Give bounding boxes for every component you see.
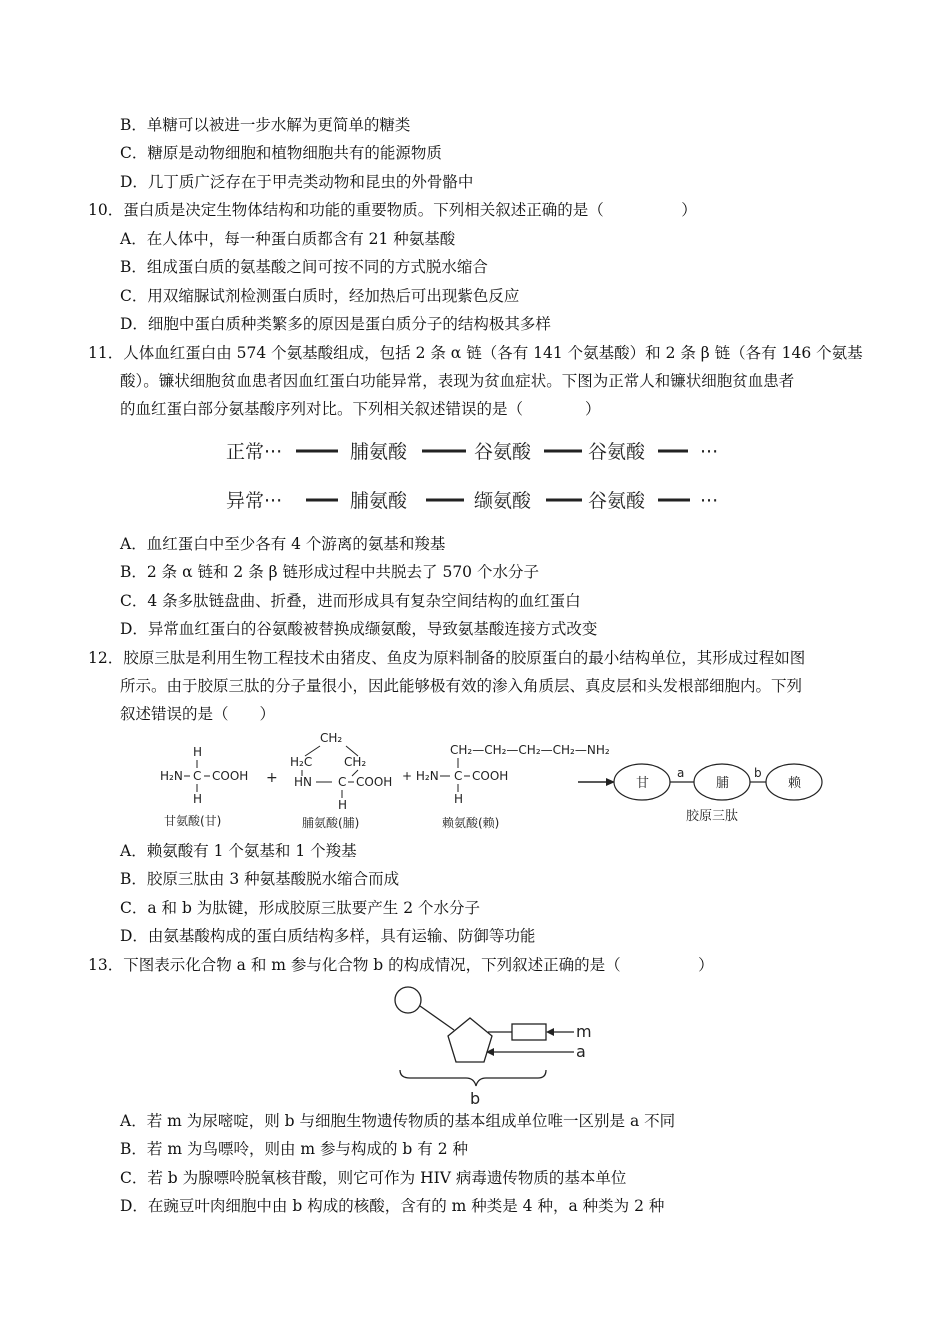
label-m: m <box>576 1022 592 1041</box>
proline-name: 脯氨酸(脯) <box>302 816 360 830</box>
svg-text:C: C <box>338 775 347 789</box>
q9-option-d: D．几丁质广泛存在于甲壳类动物和昆虫的外骨骼中 <box>120 173 474 191</box>
svg-text:H₂N: H₂N <box>160 769 183 783</box>
q11-sequence-figure <box>220 432 740 518</box>
q11-stem-line1: 11．人体血红蛋白由 574 个氨基酸组成，包括 2 条 α 链（各有 141 个氨基酸）和 2 条 β 链（各有 146 个氨基 <box>88 344 863 362</box>
q12-stem-line3: 叙述错误的是（ ） <box>120 705 276 723</box>
seq-normal-pro: 脯氨酸 <box>350 441 408 463</box>
q11-stem-line3: 的血红蛋白部分氨基酸序列对比。下列相关叙述错误的是（ ） <box>120 400 601 418</box>
label-b: b <box>470 1089 481 1106</box>
svg-text:COOH: COOH <box>356 775 393 789</box>
q10-option-c: C．用双缩脲试剂检测蛋白质时，经加热后可出现紫色反应 <box>120 287 520 305</box>
seq-normal-label: 正常··· <box>226 441 283 463</box>
glycine-name: 甘氨酸(甘) <box>164 814 222 828</box>
svg-text:HN: HN <box>294 775 312 789</box>
svg-text:+ H₂N: + H₂N <box>402 769 439 783</box>
q12-option-a: A．赖氨酸有 1 个氨基和 1 个羧基 <box>120 842 357 860</box>
q12-option-b: B．胶原三肽由 3 种氨基酸脱水缩合而成 <box>120 870 400 888</box>
svg-text:H: H <box>193 745 203 759</box>
seq-abnormal-pro: 脯氨酸 <box>350 490 408 512</box>
label-a: a <box>576 1042 586 1061</box>
q10-option-b: B．组成蛋白质的氨基酸之间可按不同的方式脱水缩合 <box>120 258 488 276</box>
q13-option-d: D．在豌豆叶肉细胞中由 b 构成的核酸，含有的 m 种类是 4 种，a 种类为 2 种 <box>120 1197 665 1215</box>
seq-abnormal-label: 异常··· <box>226 490 283 512</box>
svg-text:C: C <box>193 769 202 783</box>
pentose-pentagon <box>448 1018 492 1062</box>
svg-text:H: H <box>338 798 348 812</box>
svg-text:H₂C: H₂C <box>290 755 313 769</box>
q10-option-a: A．在人体中，每一种蛋白质都含有 21 种氨基酸 <box>120 230 456 248</box>
svg-text:b: b <box>754 766 762 780</box>
q11-option-b: B．2 条 α 链和 2 条 β 链形成过程中共脱去了 570 个水分子 <box>120 563 539 581</box>
svg-text:H: H <box>454 792 464 806</box>
q12-stem-line2: 所示。由于胶原三肽的分子量很小，因此能够极有效的渗入角质层、真皮层和头发根部细胞内。下列 <box>120 677 803 695</box>
svg-text:COOH: COOH <box>472 769 509 783</box>
q13-option-a: A．若 m 为尿嘧啶，则 b 与细胞生物遗传物质的基本组成单位唯一区别是 a 不同 <box>120 1112 676 1130</box>
q13-option-b: B．若 m 为鸟嘌呤，则由 m 参与构成的 b 有 2 种 <box>120 1140 468 1158</box>
seq-abnormal-val: 缬氨酸 <box>474 490 532 512</box>
q12-option-c: C．a 和 b 为肽键，形成胶原三肽要产生 2 个水分子 <box>120 899 481 917</box>
seq-abnormal-glu: 谷氨酸 <box>588 490 646 512</box>
q9-option-c: C．糖原是动物细胞和植物细胞共有的能源物质 <box>120 144 442 162</box>
q13-option-c: C．若 b 为腺嘌呤脱氧核苷酸，则它可作为 HIV 病毒遗传物质的基本单位 <box>120 1169 627 1187</box>
q10-stem: 10．蛋白质是决定生物体结构和功能的重要物质。下列相关叙述正确的是（ ） <box>88 201 697 219</box>
svg-text:+: + <box>266 770 278 786</box>
q11-stem-line2: 酸）。镰状细胞贫血患者因血红蛋白功能异常，表现为贫血症状。下图为正常人和镰状细胞贫血患者 <box>120 372 795 390</box>
svg-text:赖: 赖 <box>788 776 802 791</box>
svg-text:CH₂—CH₂—CH₂—CH₂—NH₂: CH₂—CH₂—CH₂—CH₂—NH₂ <box>450 743 610 757</box>
q11-option-c: C．4 条多肽链盘曲、折叠，进而形成具有复杂空间结构的血红蛋白 <box>120 592 581 610</box>
svg-text:脯: 脯 <box>716 776 730 791</box>
q10-option-d: D．细胞中蛋白质种类繁多的原因是蛋白质分子的结构极其多样 <box>120 315 551 333</box>
seq-normal-glu2: 谷氨酸 <box>588 441 646 463</box>
q11-option-a: A．血红蛋白中至少各有 4 个游离的氨基和羧基 <box>120 535 446 553</box>
seq-normal-ellipsis: ··· <box>700 441 719 463</box>
seq-normal-glu1: 谷氨酸 <box>474 441 532 463</box>
svg-text:a: a <box>677 766 685 780</box>
svg-text:甘: 甘 <box>636 776 650 791</box>
q13-stem: 13．下图表示化合物 a 和 m 参与化合物 b 的构成情况，下列叙述正确的是（ ） <box>88 956 714 974</box>
seq-abnormal-ellipsis: ··· <box>700 490 719 512</box>
q12-stem-line1: 12．胶原三肽是利用生物工程技术由猪皮、鱼皮为原料制备的胶原蛋白的最小结构单位，其形成过程如图 <box>88 649 806 667</box>
base-rectangle <box>512 1024 546 1040</box>
phosphate-circle <box>395 987 421 1013</box>
svg-text:CH₂: CH₂ <box>320 731 343 745</box>
q9-option-b: B．单糖可以被进一步水解为更简单的糖类 <box>120 116 411 134</box>
tripeptide-label: 胶原三肽 <box>686 809 739 824</box>
svg-text:H: H <box>193 792 203 806</box>
lysine-name: 赖氨酸(赖) <box>442 816 500 830</box>
q12-tripeptide-figure <box>150 728 840 836</box>
svg-text:COOH: COOH <box>212 769 249 783</box>
svg-text:C: C <box>454 769 463 783</box>
svg-text:CH₂: CH₂ <box>344 755 367 769</box>
q13-nucleotide-figure <box>388 982 608 1106</box>
q11-option-d: D．异常血红蛋白的谷氨酸被替换成缬氨酸，导致氨基酸连接方式改变 <box>120 620 598 638</box>
q12-option-d: D．由氨基酸构成的蛋白质结构多样，具有运输、防御等功能 <box>120 927 536 945</box>
